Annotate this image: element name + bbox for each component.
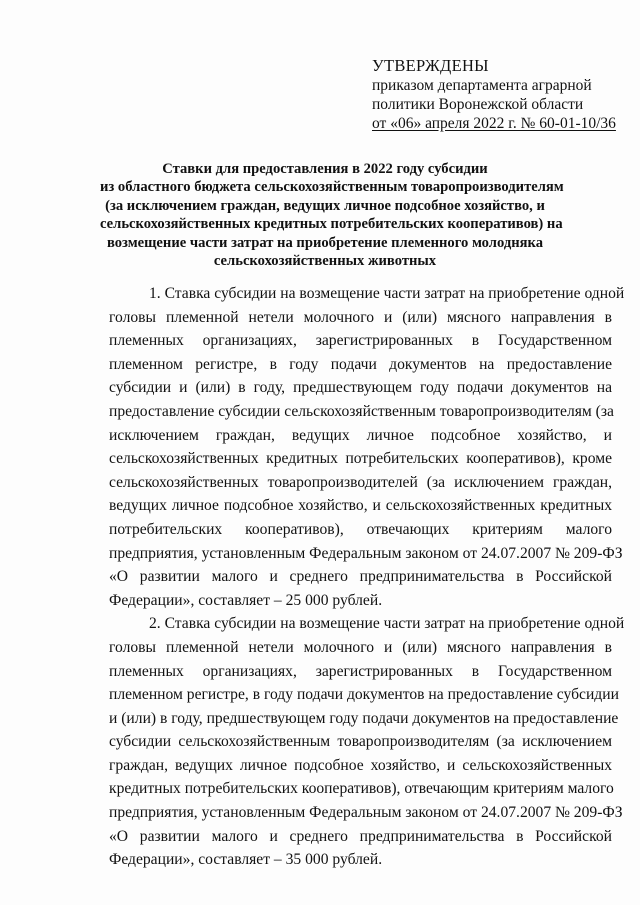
paragraph-line: Федерации», составляет – 35 000 рублей.	[109, 851, 383, 869]
paragraph-line: Федерации», составляет – 25 000 рублей.	[109, 591, 383, 609]
paragraph-line: граждан, ведущих личное подсобное хозяйство, и сельскохозяйственных	[109, 756, 612, 774]
paragraph-line: 2. Ставка субсидии на возмещение части затрат на приобретение одной	[149, 615, 625, 633]
paragraph-line: племенных организациях, зарегистрированных в Государственном	[109, 662, 612, 680]
approval-line-2: политики Воронежской области	[372, 96, 584, 113]
paragraph-2	[109, 612, 625, 872]
paragraph-line: головы племенной нетели молочного и (или) мясного направления в	[109, 308, 612, 326]
title-line: Ставки для предоставления в 2022 году субсидии	[162, 161, 488, 177]
document-title	[100, 160, 564, 270]
document-body	[109, 282, 625, 872]
paragraph-line: племенных организациях, зарегистрированных в Государственном	[109, 332, 612, 350]
paragraph-1	[109, 282, 625, 612]
paragraph-line: племенном регистре, в году подачи документов на предоставление субсидии	[109, 686, 619, 704]
paragraph-line: предоставление субсидии сельскохозяйственным товаропроизводителям (за	[109, 402, 614, 420]
paragraph-line: исключением граждан, ведущих личное подсобное хозяйство, и	[109, 426, 612, 444]
approval-stamp	[372, 56, 622, 133]
paragraph-line: «О развитии малого и среднего предпринимательства в Российской	[109, 568, 612, 586]
paragraph-line: кредитных потребительских кооперативов), отвечающим критериям малого	[109, 780, 614, 798]
paragraph-line: субсидии и (или) в году, предшествующем году подачи документов на	[109, 379, 612, 397]
paragraph-line: 1. Ставка субсидии на возмещение части затрат на приобретение одной	[149, 285, 625, 302]
title-line: возмещение части затрат на приобретение племенного молодняка	[106, 234, 544, 251]
paragraph-line: «О развитии малого и среднего предпринимательства в Российской	[109, 827, 612, 845]
approval-line-1: приказом департамента аграрной	[372, 77, 592, 94]
paragraph-line: потребительских кооперативов), отвечающих критериям малого	[109, 520, 612, 538]
paragraph-line: сельскохозяйственных кредитных потребительских кооперативов), кроме	[109, 450, 612, 468]
paragraph-line: предприятия, установленным Федеральным законом от 24.07.2007 № 209-ФЗ	[109, 804, 623, 822]
title-line: сельскохозяйственных кредитных потребительских кооперативов) на	[100, 216, 563, 233]
approval-order-date-number: от «06» апреля 2022 г. № 60-01-10/36	[372, 115, 616, 132]
paragraph-line: племенном регистре, в году подачи документов на предоставление	[109, 355, 612, 373]
paragraph-line: ведущих личное подсобное хозяйство, и сельскохозяйственных кредитных	[109, 497, 612, 515]
title-line: (за исключением граждан, ведущих личное подсобное хозяйство, и	[105, 197, 545, 214]
paragraph-line: сельскохозяйственных товаропроизводителей (за исключением граждан,	[109, 473, 612, 491]
title-line: из областного бюджета сельскохозяйственным товаропроизводителям	[100, 179, 564, 196]
title-line: сельскохозяйственных животных	[213, 253, 437, 270]
approval-title: УТВЕРЖДЕНЫ	[372, 56, 489, 75]
paragraph-line: предприятия, установленным Федеральным законом от 24.07.2007 № 209-ФЗ	[109, 544, 623, 562]
paragraph-line: головы племенной нетели молочного и (или) мясного направления в	[109, 638, 612, 656]
paragraph-line: и (или) в году, предшествующем году подачи документов на предоставление	[109, 709, 619, 727]
paragraph-line: субсидии сельскохозяйственным товаропроизводителям (за исключением	[109, 733, 612, 751]
